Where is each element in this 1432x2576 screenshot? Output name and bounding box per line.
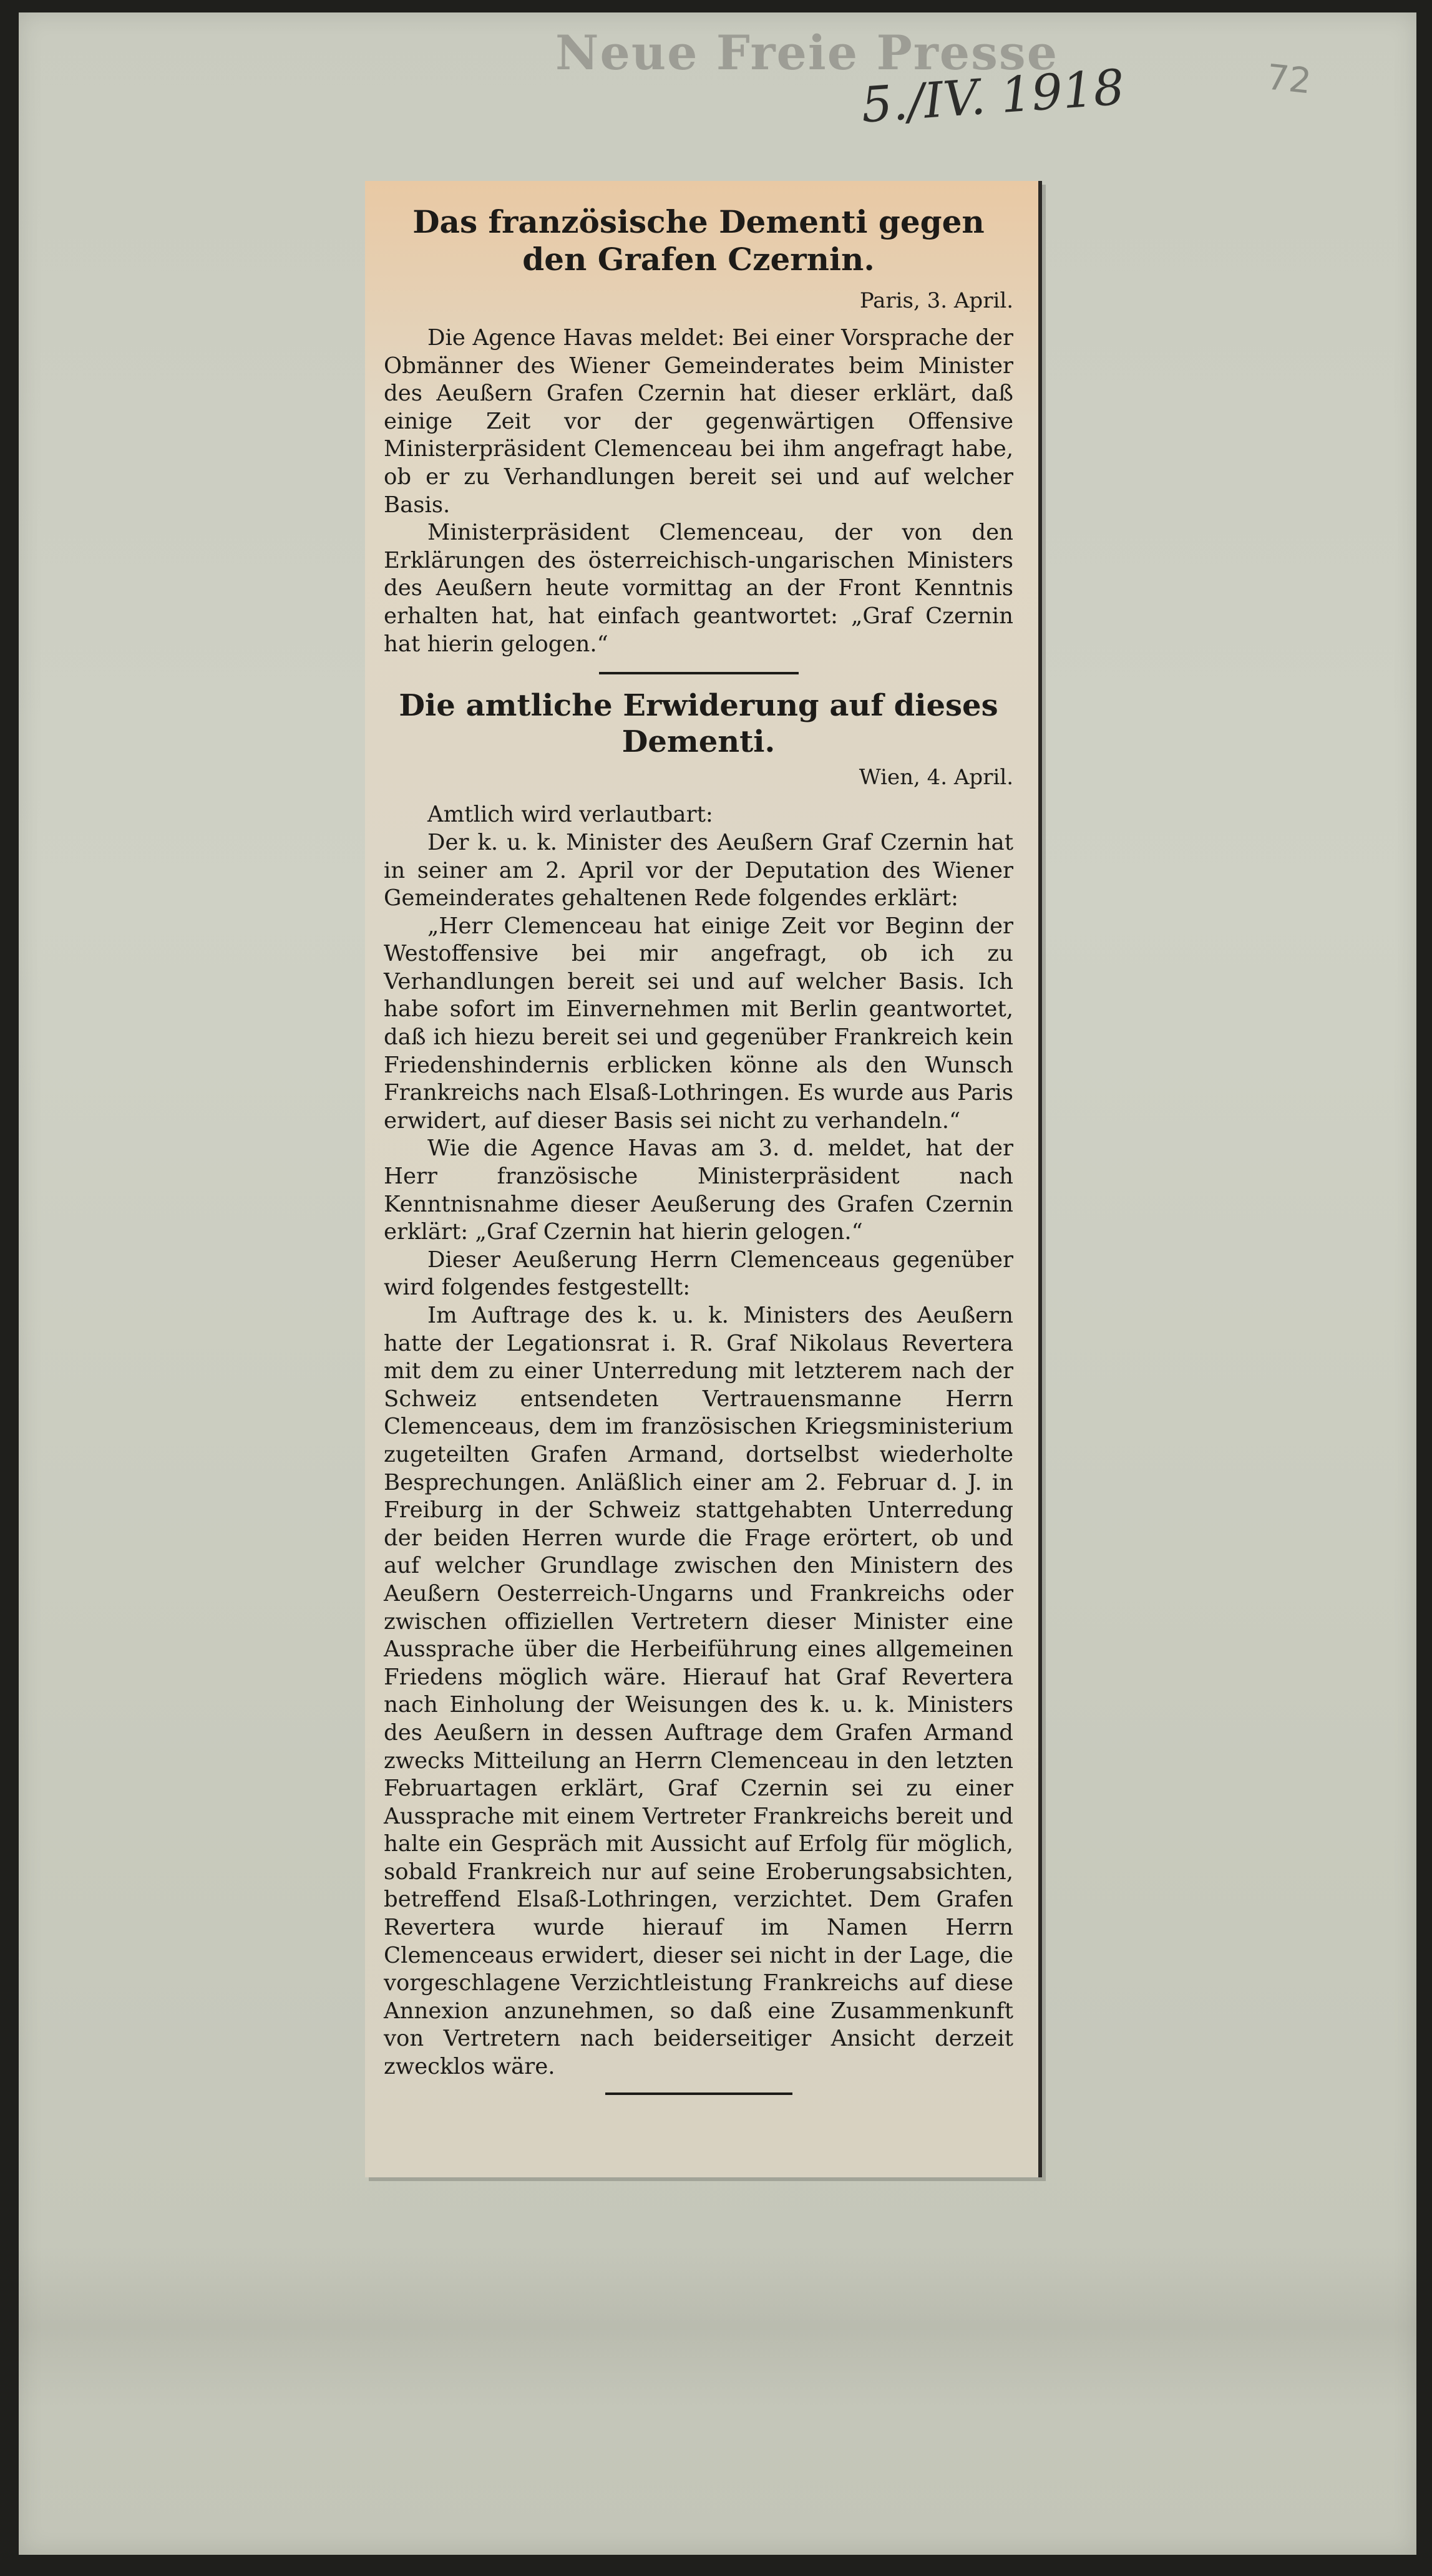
article2-quote: „Herr Clemenceau hat einige Zeit vor Beginn der Westoffensive bei mir angefragt, ob ich zu Verhandlungen bereit sei und auf welcher Basis. Ich habe sofort im Einvernehmen mit Berlin geantwortet, daß ich hiezu bereit sei und gegenüber Frankreich kein Friedenshindernis erblicken könne als den Wunsch Frankreichs nach Elsaß-Lothringen. Es wurde aus Paris erwidert, auf dieser Basis sei nicht zu verhandeln.“ [384,913,1013,1134]
handwritten-date: 5./IV. 1918 [859,59,1126,134]
article1-paragraph: Ministerpräsident Clemenceau, der von den Erklärungen des österreichisch-ungarischen Ministers des Aeußern heute vormittag an der Front Kenntnis erhalten hat, hat einfach geantwortet: „Graf Czernin hat hierin gelogen.“ [384,520,1013,657]
article2-dateline: Wien, 4. April. [859,765,1013,790]
end-divider [605,2092,792,2095]
article2-paragraph: Der k. u. k. Minister des Aeußern Graf Czernin hat in seiner am 2. April vor der Deputation des Wiener Gemeinderates gehaltenen Rede folgendes erklärt: [384,829,1013,911]
article2-paragraph: Wie die Agence Havas am 3. d. meldet, hat der Herr französische Ministerpräsident nach Kenntnisnahme dieser Aeußerung des Grafen Czernin erklärt: „Graf Czernin hat hierin gelogen.“ [384,1135,1013,1245]
article1-paragraph: Die Agence Havas meldet: Bei einer Vorsprache der Obmänner des Wiener Gemeinderates beim Minister des Aeußern Grafen Czernin hat dieser erklärt, daß einige Zeit vor der gegenwärtigen Offensive Ministerpräsident Clemenceau bei ihm angefragt habe, ob er zu Verhandlungen bereit sei und auf welcher Basis. [384,325,1013,518]
section-divider [599,672,799,674]
article2-headline: Die amtliche Erwiderung auf dieses Dementi. [399,688,998,759]
article2-paragraph: Amtlich wird verlautbart: [427,802,713,828]
newspaper-stamp: Neue Freie Presse [555,25,1059,80]
article2-paragraph: Dieser Aeußerung Herrn Clemenceaus gegenüber wird folgendes festgestellt: [384,1247,1013,1301]
article1-headline: Das französische Dementi gegen den Grafen Czernin. [412,203,985,278]
article1-dateline: Paris, 3. April. [859,288,1013,313]
newspaper-clipping [365,181,1042,2177]
article2-paragraph: Im Auftrage des k. u. k. Ministers des Aeußern hatte der Legationsrat i. R. Graf Nikolaus Revertera mit dem zu einer Unterredung mit letzterem nach der Schweiz entsendeten Vertrauensmanne Herrn Clemenceaus, dem im französischen Kriegsministerium zugeteilten Grafen Armand, dortselbst wiederholte Besprechungen. Anläßlich einer am 2. Februar d. J. in Freiburg in der Schweiz stattgehabten Unterredung der beiden Herren wurde die Frage erörtert, ob und auf welcher Grundlage zwischen den Ministern des Aeußern Oesterreich-Ungarns und Frankreichs oder zwischen offiziellen Vertretern dieser Minister eine Aussprache über die Herbeiführung eines allgemeinen Friedens möglich wäre. Hierauf hat Graf Revertera nach Einholung der Weisungen des k. u. k. Ministers des Aeußern in dessen Auftrage dem Grafen Armand zwecks Mitteilung an Herrn Clemenceau in den letzten Februartagen erklärt, Graf Czernin sei zu einer Aussprache mit einem Vertreter Frankreichs bereit und halte ein Gespräch mit Aussicht auf Erfolg für möglich, sobald Frankreich nur auf seine Eroberungsabsichten, betreffend Elsaß-Lothringen, verzichtet. Dem Grafen Revertera wurde hierauf im Namen Herrn Clemenceaus erwidert, dieser sei nicht in der Lage, die vorgeschlagene Verzichtleistung Frankreichs auf diese Annexion anzunehmen, so daß eine Zusammenkunft von Vertretern nach beiderseitiger Ansicht derzeit zwecklos wäre. [384,1303,1013,2080]
page-number: 72 [1264,57,1313,102]
